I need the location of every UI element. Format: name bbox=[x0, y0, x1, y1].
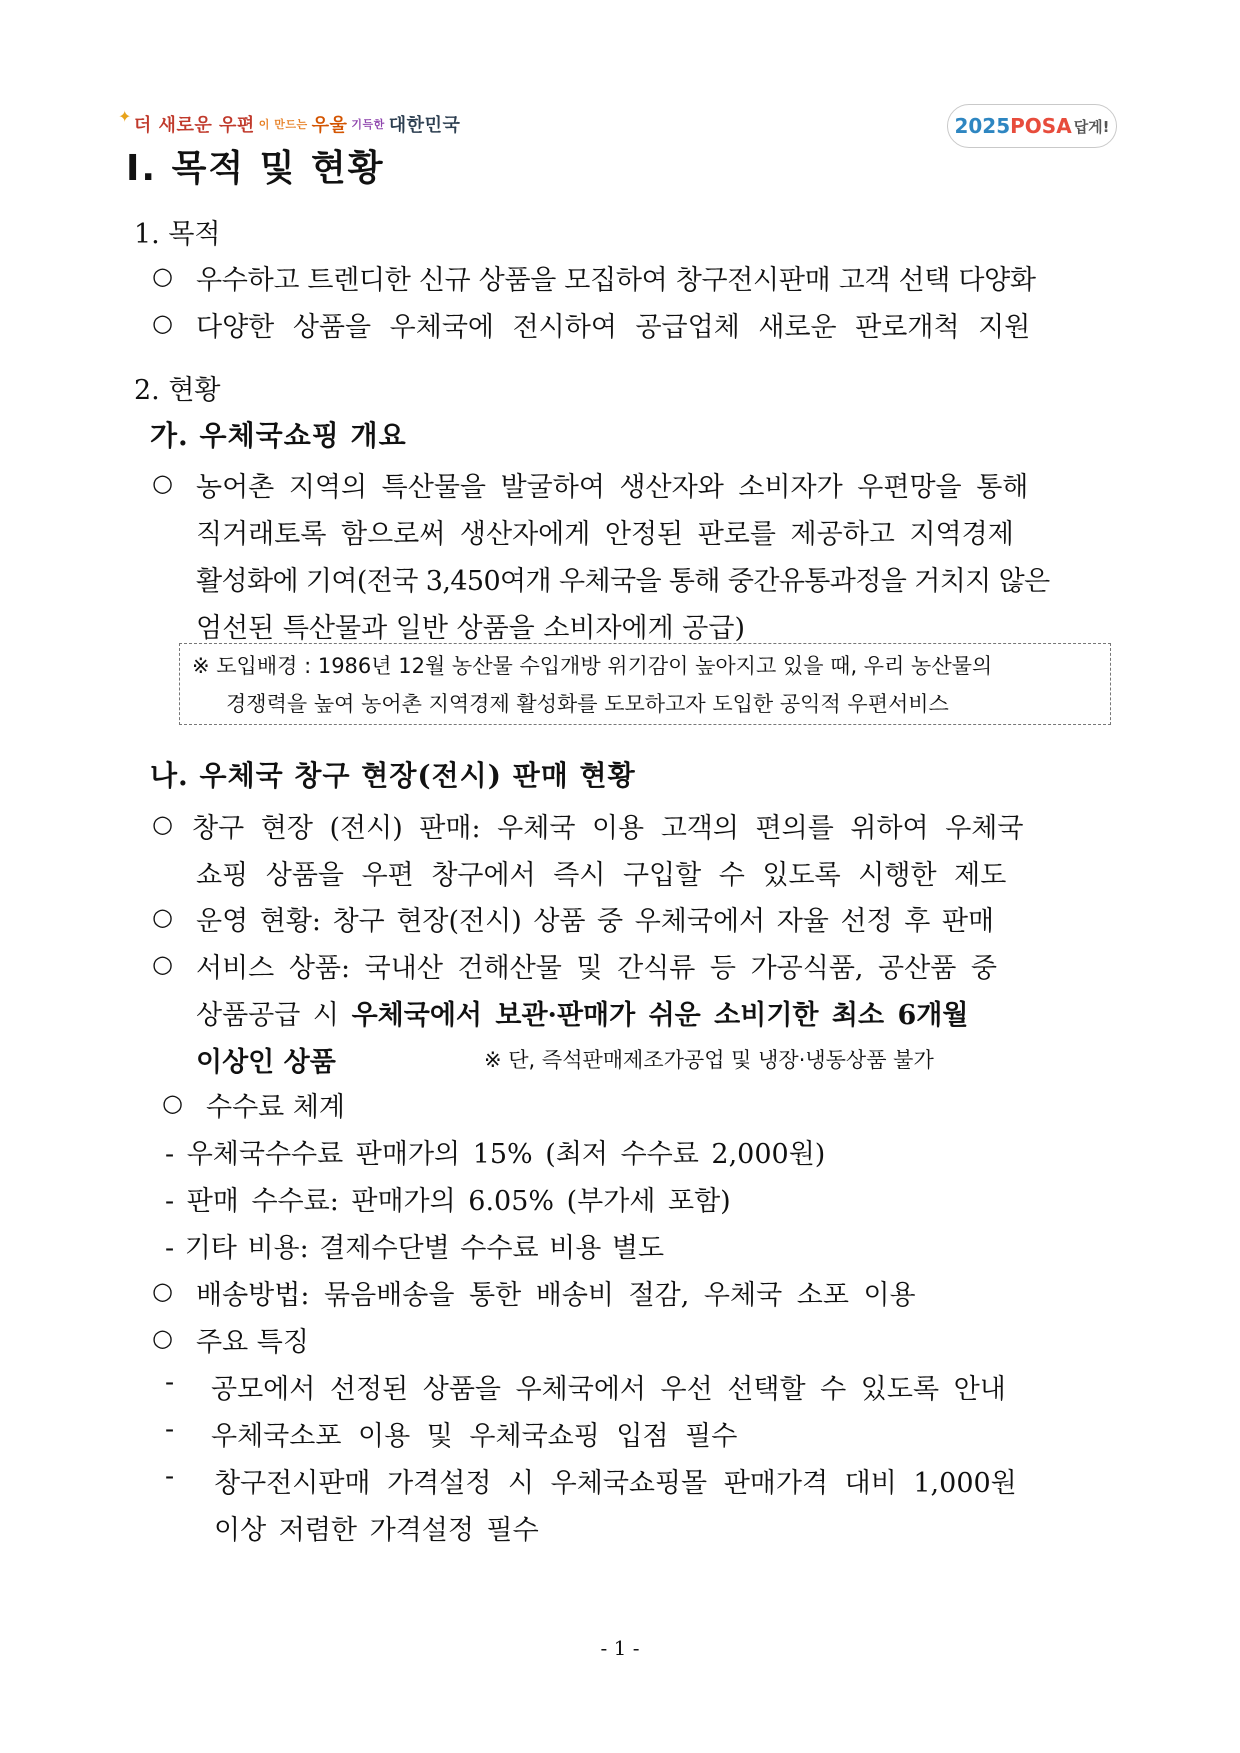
delivery-method: 배송방법: 묶음배송을 통한 배송비 절감, 우체국 소포 이용 bbox=[196, 1280, 916, 1311]
fee-item: - 판매 수수료: 판매가의 6.05% (부가세 포함) bbox=[165, 1186, 731, 1217]
bullet-circle: ○ bbox=[152, 309, 173, 337]
logo-text: POSA bbox=[1010, 114, 1072, 138]
service-products-line: 서비스 상품: 국내산 건해산물 및 간식류 등 가공식품, 공산품 중 bbox=[196, 953, 997, 984]
section-heading-status: 2. 현황 bbox=[134, 375, 221, 406]
posa-logo bbox=[947, 104, 1117, 148]
bullet-circle: ○ bbox=[152, 950, 173, 978]
subsection-heading-overview: 가. 우체국쇼핑 개요 bbox=[150, 419, 407, 452]
dash-mark: - bbox=[165, 1367, 175, 1398]
slogan-part: 기득한 bbox=[351, 118, 385, 131]
feature-item: 창구전시판매 가격설정 시 우체국쇼핑몰 판매가격 대비 1,000원 bbox=[214, 1468, 1017, 1499]
note-line: ※ 도입배경 : 1986년 12월 농산물 수입개방 위기감이 높아지고 있을 때, 우리 농산물의 bbox=[192, 654, 993, 678]
fee-item: - 우체국수수료 판매가의 15% (최저 수수료 2,000원) bbox=[165, 1139, 826, 1170]
feature-item: 공모에서 선정된 상품을 우체국에서 우선 선택할 수 있도록 안내 bbox=[211, 1374, 1006, 1405]
feature-item: 우체국소포 이용 및 우체국쇼핑 입점 필수 bbox=[211, 1421, 738, 1452]
counter-sales-line: 창구 현장 (전시) 판매: 우체국 이용 고객의 편의를 위하여 우체국 bbox=[192, 813, 1024, 844]
bullet-circle: ○ bbox=[152, 1277, 173, 1305]
service-products-text: 상품공급 시 bbox=[196, 1000, 352, 1031]
purpose-item: 우수하고 트렌디한 신규 상품을 모집하여 창구전시판매 고객 선택 다양화 bbox=[196, 265, 1036, 296]
service-products-emphasis: 우체국에서 보관·판매가 쉬운 소비기한 최소 6개월 bbox=[351, 1000, 969, 1031]
note-box bbox=[179, 643, 1111, 725]
star-icon: ✦ bbox=[118, 106, 132, 126]
bullet-circle: ○ bbox=[162, 1089, 183, 1117]
purpose-item: 다양한 상품을 우체국에 전시하여 공급업체 새로운 판로개척 지원 bbox=[196, 312, 1031, 343]
overview-line: 엄선된 특산물과 일반 상품을 소비자에게 공급) bbox=[196, 613, 746, 644]
service-products-line bbox=[196, 993, 968, 1032]
features-heading: 주요 특징 bbox=[196, 1327, 309, 1358]
dash-mark: - bbox=[165, 1414, 175, 1445]
service-products-emphasis: 이상인 상품 bbox=[196, 1047, 336, 1078]
slogan-part: 우울 bbox=[311, 115, 348, 136]
section-heading-purpose: 1. 목적 bbox=[134, 219, 221, 250]
counter-sales-line: 쇼핑 상품을 우편 창구에서 즉시 구입할 수 있도록 시행한 제도 bbox=[196, 860, 1007, 891]
operation-status: 운영 현황: 창구 현장(전시) 상품 중 우체국에서 자율 선정 후 판매 bbox=[196, 906, 995, 937]
overview-line: 직거래토록 함으로써 생산자에게 안정된 판로를 제공하고 지역경제 bbox=[196, 519, 1014, 550]
bullet-circle: ○ bbox=[152, 262, 173, 290]
bullet-circle: ○ bbox=[152, 1324, 173, 1352]
page-title: Ⅰ. 목적 및 현황 bbox=[126, 148, 385, 189]
subsection-heading-counter-sales: 나. 우체국 창구 현장(전시) 판매 현황 bbox=[150, 759, 636, 792]
logo-year: 2025 bbox=[954, 114, 1011, 138]
bullet-circle: ○ bbox=[152, 903, 173, 931]
slogan-part: 더 새로운 우편 bbox=[133, 115, 255, 136]
logo-tail: 답게! bbox=[1073, 117, 1110, 136]
page-number: - 1 - bbox=[600, 1636, 640, 1660]
overview-line: 농어촌 지역의 특산물을 발굴하여 생산자와 소비자가 우편망을 통해 bbox=[196, 472, 1029, 503]
service-products-note: ※ 단, 즉석판매제조가공업 및 냉장·냉동상품 불가 bbox=[484, 1048, 934, 1072]
fee-item: - 기타 비용: 결제수단별 수수료 비용 별도 bbox=[165, 1233, 665, 1264]
slogan-part: 이 만드는 bbox=[258, 118, 308, 131]
slogan-part: 대한민국 bbox=[388, 115, 461, 136]
feature-item: 이상 저렴한 가격설정 필수 bbox=[214, 1515, 539, 1546]
header-slogan bbox=[118, 108, 460, 140]
note-line: 경쟁력을 높여 농어촌 지역경제 활성화를 도모하고자 도입한 공익적 우편서비스 bbox=[226, 692, 949, 716]
overview-line: 활성화에 기여(전국 3,450여개 우체국을 통해 중간유통과정을 거치지 않은 bbox=[196, 566, 1050, 597]
bullet-circle: ○ bbox=[152, 810, 173, 838]
dash-mark: - bbox=[165, 1461, 175, 1492]
bullet-circle: ○ bbox=[152, 469, 173, 497]
fee-heading: 수수료 체계 bbox=[206, 1092, 345, 1123]
